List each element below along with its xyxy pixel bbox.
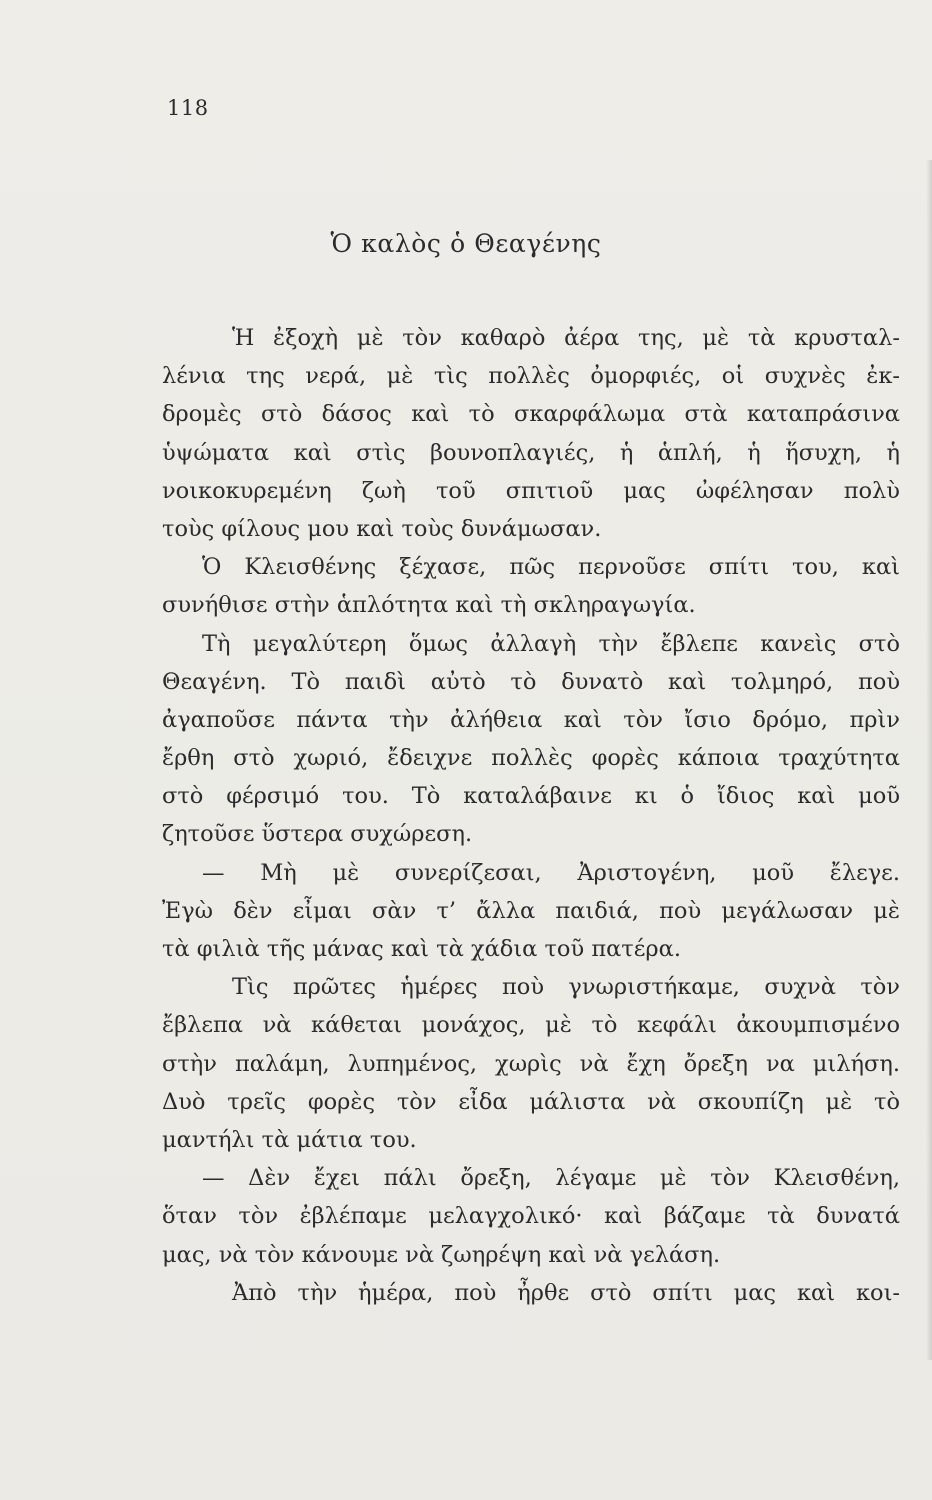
text-line: ζητοῦσε ὕστερα συχώρεση. <box>162 821 473 848</box>
text-line: μας, νὰ τὸν κάνουμε νὰ ζωηρέψη καὶ νὰ γελάση. <box>162 1241 721 1268</box>
text-line: ἔρθη στὸ χωριό, ἔδειχνε πολλὲς φορὲς κάποια τραχύτητα <box>162 745 900 772</box>
text-line: στὸ φέρσιμό του. Τὸ καταλάβαινε κι ὁ ἴδιος καὶ μοῦ <box>162 783 900 810</box>
text-line: νοικοκυρεμένη ζωὴ τοῦ σπιτιοῦ μας ὠφέλησαν πολὺ <box>162 477 900 504</box>
text-line: τὰ φιλιὰ τῆς μάνας καὶ τὰ χάδια τοῦ πατέρα. <box>162 936 681 962</box>
chapter-body <box>162 319 900 1312</box>
chapter-title: Ὁ καλὸς ὁ Θεαγένης <box>330 229 602 258</box>
text-line: Ἡ ἐξοχὴ μὲ τὸν καθαρὸ ἀέρα της, μὲ τὰ κρυσταλ- <box>232 325 900 351</box>
page-number: 118 <box>167 96 209 120</box>
text-line: λένια της νερά, μὲ τὶς πολλὲς ὀμορφιές, οἱ συχνὲς ἐκ- <box>162 363 900 390</box>
text-line: — Δὲν ἔχει πάλι ὄρεξη, λέγαμε μὲ τὸν Κλεισθένη, <box>202 1165 900 1192</box>
text-line: Τὶς πρῶτες ἡμέρες ποὺ γνωριστήκαμε, συχνὰ τὸν <box>232 974 900 1001</box>
text-line: ὅταν τὸν ἐβλέπαμε μελαγχολικό· καὶ βάζαμε τὰ δυνατά <box>162 1203 900 1230</box>
text-line: Ἐγὼ δὲν εἶμαι σὰν τ’ ἄλλα παιδιά, ποὺ μεγάλωσαν μὲ <box>162 897 900 924</box>
text-line: Ἀπὸ τὴν ἡμέρα, ποὺ ἦρθε στὸ σπίτι μας καὶ κοι- <box>232 1279 900 1306</box>
text-line: Θεαγένη. Τὸ παιδὶ αὐτὸ τὸ δυνατὸ καὶ τολμηρό, ποὺ <box>162 668 900 695</box>
text-line: τοὺς φίλους μου καὶ τοὺς δυνάμωσαν. <box>162 515 602 542</box>
text-line: ἔβλεπα νὰ κάθεται μονάχος, μὲ τὸ κεφάλι ἀκουμπισμένο <box>162 1012 900 1039</box>
text-line: ὑψώματα καὶ στὶς βουνοπλαγιές, ἡ ἁπλή, ἡ ἥσυχη, ἡ <box>162 439 900 466</box>
page-edge-shadow <box>926 160 932 1360</box>
text-line: συνήθισε στὴν ἁπλότητα καὶ τὴ σκληραγωγία. <box>162 592 696 619</box>
text-line: ἀγαποῦσε πάντα τὴν ἀλήθεια καὶ τὸν ἴσιο δρόμο, πρὶν <box>162 706 900 733</box>
text-line: μαντήλι τὰ μάτια του. <box>162 1126 417 1153</box>
text-line: Δυὸ τρεῖς φορὲς τὸν εἶδα μάλιστα νὰ σκουπίζη μὲ τὸ <box>162 1088 900 1115</box>
text-line: Τὴ μεγαλύτερη ὅμως ἀλλαγὴ τὴν ἔβλεπε κανεὶς στὸ <box>202 630 900 657</box>
text-line: — Μὴ μὲ συνερίζεσαι, Ἀριστογένη, μοῦ ἔλεγε. <box>202 859 900 886</box>
text-line: στὴν παλάμη, λυπημένος, χωρὶς νὰ ἔχη ὄρεξη να μιλήση. <box>162 1050 900 1077</box>
text-line: Ὁ Κλεισθένης ξέχασε, πῶς περνοῦσε σπίτι του, καὶ <box>202 554 900 581</box>
text-line: δρομὲς στὸ δάσος καὶ τὸ σκαρφάλωμα στὰ καταπράσινα <box>162 401 900 428</box>
